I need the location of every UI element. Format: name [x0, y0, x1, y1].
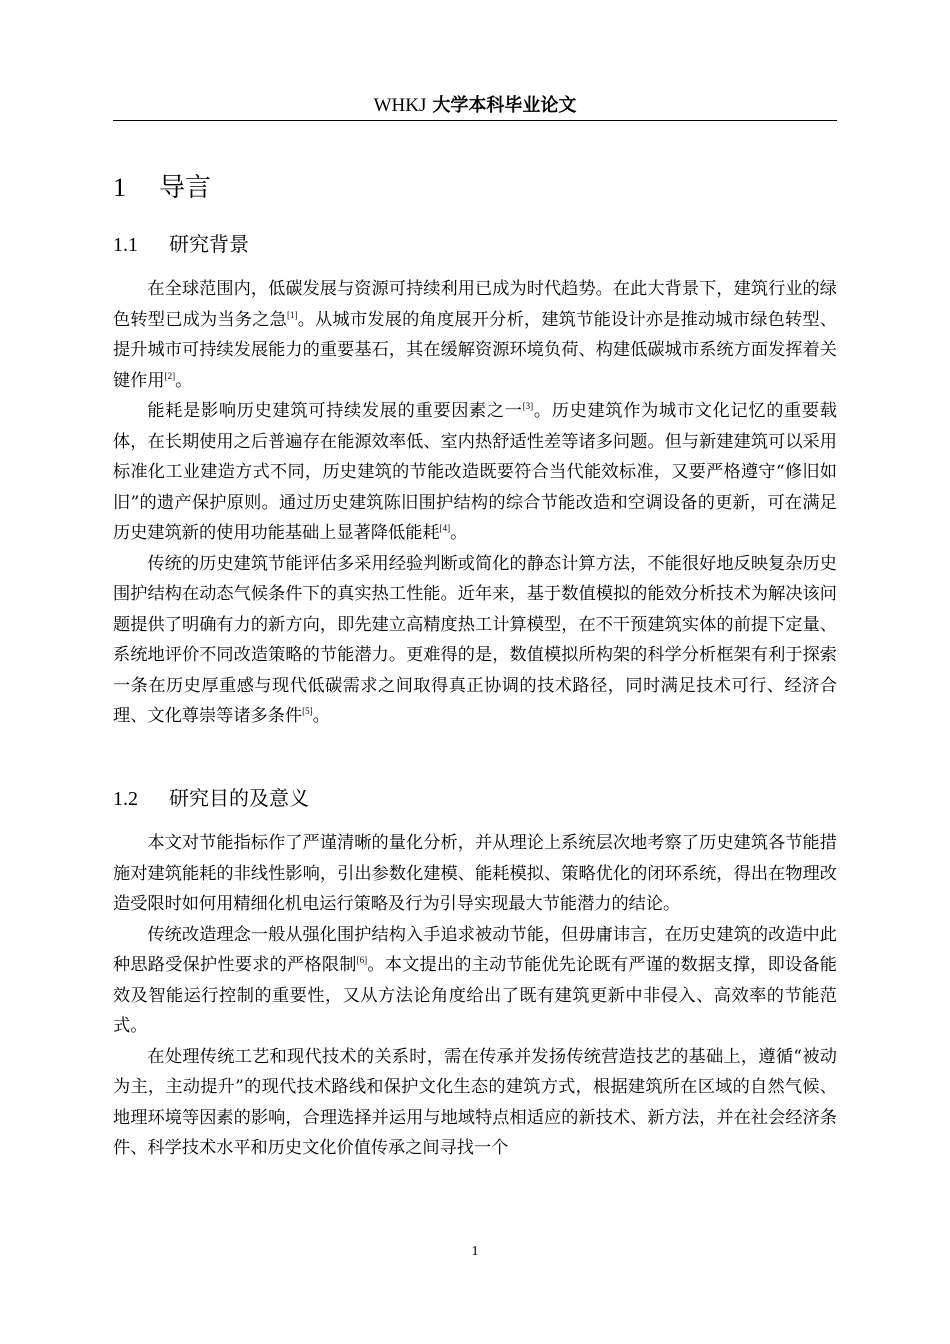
- citation-ref: [3]: [522, 401, 534, 411]
- section-number: 1.1: [113, 234, 138, 256]
- paragraph: 传统改造理念一般从强化围护结构入手追求被动节能，但毋庸讳言，在历史建筑的改造中此种思路受保护性要求的严格限制[6]。本文提出的主动节能优先论既有严谨的数据支撑，即设备能效及智能运行控制的重要性，又从方法论角度给出了既有建筑更新中非侵入、高效率的节能范式。: [113, 924, 837, 1036]
- section-heading-1-2: [113, 783, 309, 814]
- header-latin: WHKJ: [373, 95, 427, 116]
- running-header: [113, 92, 837, 119]
- section-title: 研究目的及意义: [169, 786, 309, 810]
- citation-ref: [4]: [439, 523, 451, 533]
- section-body-1-2: [113, 828, 837, 1164]
- paragraph: 传统的历史建筑节能评估多采用经验判断或简化的静态计算方法，不能很好地反映复杂历史围护结构在动态气候条件下的真实热工性能。近年来，基于数值模拟的能效分析技术为解决该问题提供了明确有力的新方向，即先建立高精度热工计算模型，在不干预建筑实体的前提下定量、系统地评价不同改造策略的节能潜力。更难得的是，数值模拟所构架的科学分析框架有利于探索一条在历史厚重感与现代低碳需求之间取得真正协调的技术路径，同时满足技术可行、经济合理、文化尊崇等诸多条件[5]。: [113, 553, 837, 726]
- citation-ref: [2]: [164, 370, 176, 381]
- citation-ref: [5]: [302, 706, 313, 716]
- header-rule: [113, 120, 837, 121]
- section-body-1-1: [113, 274, 837, 732]
- paragraph: 能耗是影响历史建筑可持续发展的重要因素之一[3]。历史建筑作为城市文化记忆的重要载体，在长期使用之后普遍存在能源效率低、室内热舒适性差等诸多问题。但与新建建筑可以采用标准化工业建造方式不同，历史建筑的节能改造既要符合当代能效标准，又要严格遵守“修旧如旧”的遗产保护原则。通过历史建筑陈旧围护结构的综合节能改造和空调设备的更新，可在满足历史建筑新的使用功能基础上显著降低能耗[4]。: [113, 401, 837, 543]
- chapter-number: 1: [113, 173, 126, 202]
- citation-ref: [1]: [287, 309, 298, 320]
- page-number: 1: [471, 1244, 479, 1259]
- section-number: 1.2: [113, 788, 138, 810]
- citation-ref: [6]: [356, 955, 368, 965]
- chapter-heading: [113, 170, 211, 206]
- section-title: 研究背景: [169, 232, 249, 256]
- paragraph: 在全球范围内，低碳发展与资源可持续利用已成为时代趋势。在此大背景下，建筑行业的绿色转型已成为当务之急[1]。从城市发展的角度展开分析，建筑节能设计亦是推动城市绿色转型、提升城市可持续发展能力的重要基石，其在缓解资源环境负荷、构建低碳城市系统方面发挥着关键作用[2]。: [113, 279, 837, 391]
- paragraph: 本文对节能指标作了严谨清晰的量化分析，并从理论上系统层次地考察了历史建筑各节能措施对建筑能耗的非线性影响，引出参数化建模、能耗模拟、策略优化的闭环系统，得出在物理改造受限时如何用精细化机电运行策略及行为引导实现最大节能潜力的结论。: [113, 833, 837, 914]
- paragraph: 在处理传统工艺和现代技术的关系时，需在传承并发扬传统营造技艺的基础上，遵循“被动为主，主动提升”的现代技术路线和保护文化生态的建筑方式，根据建筑所在区域的自然气候、地理环境等因素的影响，合理选择并运用与地域特点相适应的新技术、新方法，并在社会经济条件、科学技术水平和历史文化价值传承之间寻找一个: [113, 1046, 837, 1158]
- section-heading-1-1: [113, 229, 249, 260]
- chapter-title: 导言: [159, 173, 212, 203]
- header-chinese: 大学本科毕业论文: [432, 95, 577, 116]
